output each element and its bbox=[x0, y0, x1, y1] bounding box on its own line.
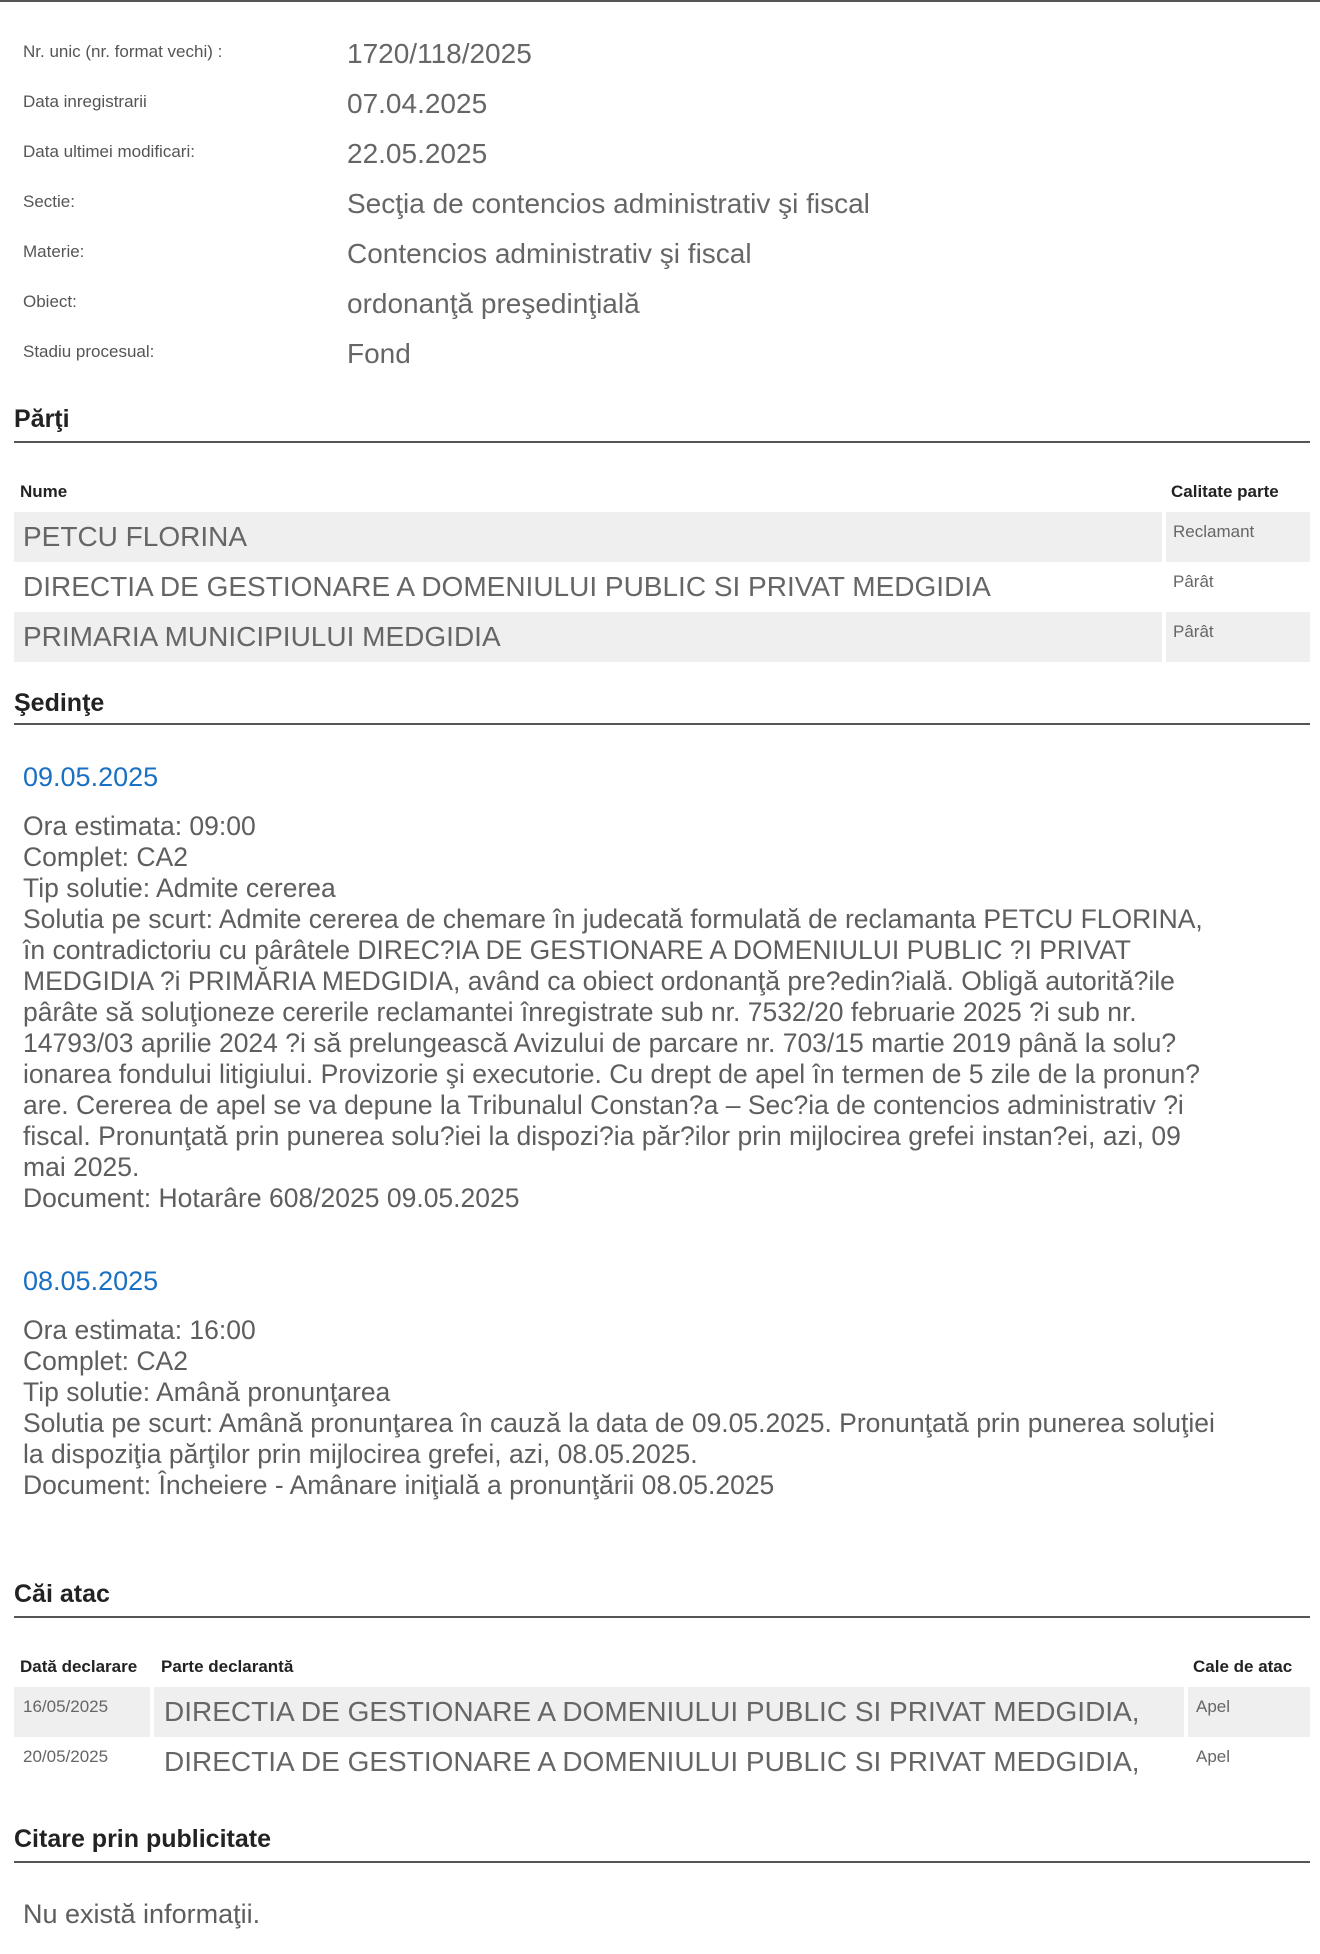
hearing-document: Document: Încheiere - Amânare iniţială a pronunţării 08.05.2025 bbox=[23, 1470, 775, 1500]
appeal-type: Apel bbox=[1196, 1697, 1231, 1716]
hearing-line: Tip solutie: Amână pronunţarea bbox=[23, 1377, 391, 1407]
appeal-party: DIRECTIA DE GESTIONARE A DOMENIULUI PUBLIC SI PRIVAT MEDGIDIA, bbox=[164, 1746, 1140, 1777]
detail-label: Stadiu procesual: bbox=[23, 342, 155, 361]
detail-label: Obiect: bbox=[23, 292, 77, 311]
col-header-cale-atac: Cale de atac bbox=[1193, 1657, 1293, 1676]
hearing-date-link[interactable]: 08.05.2025 bbox=[23, 1266, 159, 1296]
detail-label: Sectie: bbox=[23, 192, 75, 211]
detail-row-data-inregistrarii bbox=[0, 88, 1320, 138]
detail-label: Nr. unic (nr. format vechi) : bbox=[23, 42, 223, 61]
hearing-details bbox=[23, 811, 1303, 1214]
hearing-line: Complet: CA2 bbox=[23, 1346, 188, 1376]
hearing-line: în contradictoriu cu pârâtele DIREC?IA DE GESTIONARE A DOMENIULUI PUBLIC ?I PRIVAT bbox=[23, 935, 1131, 965]
detail-row-nr-unic bbox=[0, 38, 1320, 88]
hearing-line: Ora estimata: 16:00 bbox=[23, 1315, 256, 1345]
col-header-nume: Nume bbox=[20, 482, 68, 501]
detail-value: Fond bbox=[347, 338, 411, 369]
section-divider bbox=[14, 1861, 1310, 1863]
hearing-line: pârâte să soluţioneze cererile reclamantei înregistrate sub nr. 7532/20 februarie 2025 ?i sub nr. bbox=[23, 997, 1137, 1027]
table-row bbox=[14, 1737, 1310, 1787]
detail-row-obiect bbox=[0, 288, 1320, 338]
no-information-text: Nu există informaţii. bbox=[23, 1899, 261, 1929]
section-divider bbox=[14, 723, 1310, 725]
top-divider bbox=[0, 0, 1320, 2]
detail-row-data-modificari bbox=[0, 138, 1320, 188]
hearing-line: Solutia pe scurt: Amână pronunţarea în cauză la data de 09.05.2025. Pronunţată prin punerea soluţiei bbox=[23, 1408, 1215, 1438]
col-header-calitate: Calitate parte bbox=[1171, 482, 1279, 501]
party-name: PRIMARIA MUNICIPIULUI MEDGIDIA bbox=[23, 621, 501, 652]
section-title-citare: Citare prin publicitate bbox=[14, 1825, 271, 1853]
hearing-line: MEDGIDIA ?i PRIMĂRIA MEDGIDIA, având ca obiect ordonanţă pre?edin?ială. Obligă autorită?ile bbox=[23, 966, 1175, 996]
hearing-line: Ora estimata: 09:00 bbox=[23, 811, 256, 841]
party-name: PETCU FLORINA bbox=[23, 521, 248, 552]
hearing-line: ionarea fondului litigiului. Provizorie şi executorie. Cu drept de apel în termen de 5 zile de la pronun? bbox=[23, 1059, 1200, 1089]
section-title-cai-atac: Căi atac bbox=[14, 1580, 110, 1608]
column-separator bbox=[1162, 512, 1166, 562]
hearing-line: Solutia pe scurt: Admite cererea de chemare în judecată formulată de reclamanta PETCU FLORINA, bbox=[23, 904, 1203, 934]
appeal-date: 16/05/2025 bbox=[23, 1697, 109, 1716]
detail-label: Data inregistrarii bbox=[23, 92, 147, 111]
party-role: Pârât bbox=[1173, 572, 1214, 591]
party-role: Pârât bbox=[1173, 622, 1214, 641]
section-divider bbox=[14, 441, 1310, 443]
section-title-parti: Părţi bbox=[14, 405, 70, 433]
party-role: Reclamant bbox=[1173, 522, 1255, 541]
appeal-party: DIRECTIA DE GESTIONARE A DOMENIULUI PUBLIC SI PRIVAT MEDGIDIA, bbox=[164, 1696, 1140, 1727]
detail-value: 22.05.2025 bbox=[347, 138, 488, 169]
section-divider bbox=[14, 1616, 1310, 1618]
section-title-sedinte: Şedinţe bbox=[14, 689, 105, 717]
table-row bbox=[14, 512, 1310, 562]
hearing-line: are. Cererea de apel se va depune la Tribunalul Constan?a – Sec?ia de contencios administrativ ?i bbox=[23, 1090, 1184, 1120]
hearing-document: Document: Hotarâre 608/2025 09.05.2025 bbox=[23, 1183, 520, 1213]
hearing-line: mai 2025. bbox=[23, 1152, 140, 1182]
hearing-line: la dispoziţia părţilor prin mijlocirea grefei, azi, 08.05.2025. bbox=[23, 1439, 698, 1469]
table-row bbox=[14, 1687, 1310, 1737]
detail-row-sectie bbox=[0, 188, 1320, 238]
detail-row-materie bbox=[0, 238, 1320, 288]
detail-value: 07.04.2025 bbox=[347, 88, 488, 119]
detail-value: Secţia de contencios administrativ şi fiscal bbox=[347, 188, 870, 219]
col-header-parte-declaranta: Parte declarantă bbox=[161, 1657, 294, 1676]
hearing-line: Tip solutie: Admite cererea bbox=[23, 873, 336, 903]
detail-row-stadiu bbox=[0, 338, 1320, 388]
hearing-line: Complet: CA2 bbox=[23, 842, 188, 872]
appeal-type: Apel bbox=[1196, 1747, 1231, 1766]
detail-label: Materie: bbox=[23, 242, 85, 261]
detail-value: 1720/118/2025 bbox=[347, 38, 532, 69]
detail-value: Contencios administrativ şi fiscal bbox=[347, 238, 752, 269]
detail-label: Data ultimei modificari: bbox=[23, 142, 195, 161]
table-row bbox=[14, 612, 1310, 662]
hearing-line: 14793/03 aprilie 2024 ?i să prelungească Avizului de parcare nr. 703/15 martie 2019 până la solu? bbox=[23, 1028, 1177, 1058]
detail-value: ordonanţă preşedinţială bbox=[347, 288, 640, 319]
col-header-data-declarare: Dată declarare bbox=[20, 1657, 138, 1676]
hearing-line: fiscal. Pronunţată prin punerea solu?iei la dispozi?ia păr?ilor prin mijlocirea grefei instan?ei, azi, 09 bbox=[23, 1121, 1181, 1151]
hearing-date-link[interactable]: 09.05.2025 bbox=[23, 762, 159, 792]
column-separator bbox=[1184, 1687, 1188, 1737]
appeal-date: 20/05/2025 bbox=[23, 1747, 109, 1766]
column-separator bbox=[1162, 612, 1166, 662]
hearing-details bbox=[23, 1315, 1303, 1501]
table-row bbox=[14, 562, 1310, 612]
party-name: DIRECTIA DE GESTIONARE A DOMENIULUI PUBLIC SI PRIVAT MEDGIDIA bbox=[23, 571, 991, 602]
column-separator bbox=[150, 1687, 154, 1737]
